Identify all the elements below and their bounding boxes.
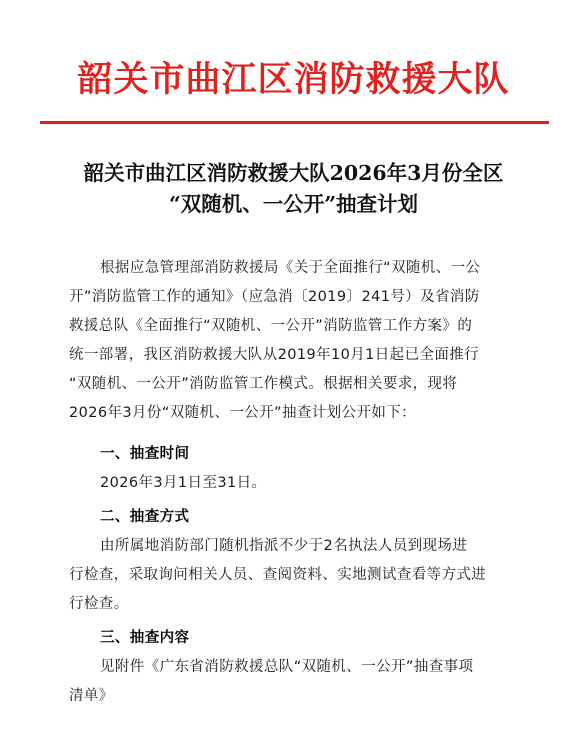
section-2-line: 行检查，采取询问相关人员、查阅资料、实地测试查看等方式进	[69, 567, 487, 583]
section-3-line: 清单》	[69, 688, 114, 704]
document-title-line-1: 韶关市曲江区消防救援大队2026年3月份全区	[83, 161, 504, 185]
intro-line: 2026年3月份“双随机、一公开”抽查计划公开如下：	[69, 405, 417, 421]
document-title-line-2: “双随机、一公开”抽查计划	[168, 192, 419, 216]
header-red-divider	[40, 121, 549, 124]
intro-line: 根据应急管理部消防救援局《关于全面推行“双随机、一公	[100, 260, 481, 276]
section-3	[69, 624, 518, 711]
intro-paragraph	[69, 254, 518, 428]
intro-line: 开”消防监管工作的通知》（应急消〔2019〕241号）及省消防	[69, 289, 480, 305]
section-3-line: 见附件《广东省消防救援总队“双随机、一公开”抽查事项	[100, 659, 474, 675]
section-1	[69, 440, 518, 498]
section-2-line: 由所属地消防部门随机指派不少于2名执法人员到现场进	[100, 538, 468, 554]
section-2-heading: 二、抽查方式	[100, 509, 190, 525]
section-2	[69, 503, 518, 619]
section-3-heading: 三、抽查内容	[100, 630, 190, 646]
intro-line: “双随机、一公开”消防监管工作模式。根据相关要求，现将	[69, 376, 458, 392]
section-2-line: 行检查。	[69, 596, 129, 612]
org-header-title: 韶关市曲江区消防救援大队	[77, 59, 510, 100]
intro-line: 统一部署，我区消防救援大队从2019年10月1日起已全面推行	[69, 347, 480, 363]
document-title	[40, 158, 547, 220]
section-1-heading: 一、抽查时间	[100, 446, 190, 462]
section-1-body: 2026年3月1日至31日。	[100, 475, 267, 491]
intro-line: 救援总队《全面推行“双随机、一公开”消防监管工作方案》的	[69, 318, 473, 334]
